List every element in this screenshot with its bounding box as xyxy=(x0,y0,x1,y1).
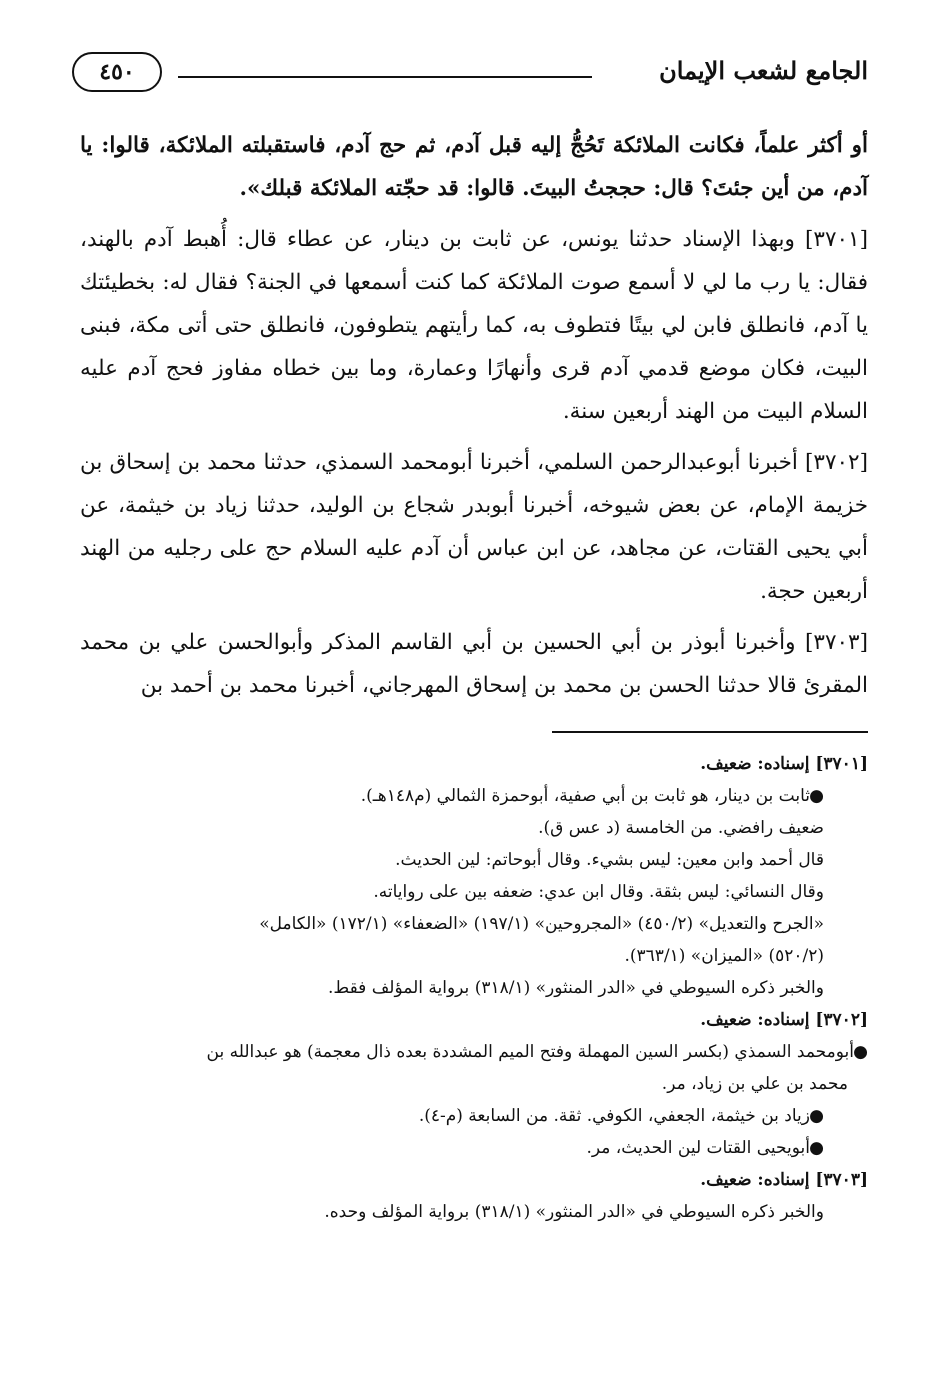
bullet-icon: ● xyxy=(853,1042,868,1062)
footnote-heading: [٣٧٠٣] إسناده: ضعيف. xyxy=(700,1170,868,1190)
header-rule xyxy=(178,76,592,78)
footnote-line: قال أحمد وابن معين: ليس بشيء. وقال أبوحاتم: لين الحديث. xyxy=(395,850,824,870)
hadith-number: [٣٧٠٣] xyxy=(805,630,868,655)
page-header xyxy=(72,52,868,100)
opening-line-2: يا آدم، من أين جئتَ؟ قال: حججتُ البيتَ. قالوا: قد حجّته الملائكة قبلك». xyxy=(80,133,868,201)
footnote-line: محمد بن علي بن زياد، مر. xyxy=(661,1074,848,1094)
footnote-heading: [٣٧٠١] إسناده: ضعيف. xyxy=(700,754,868,774)
footnote-text: زياد بن خيثمة، الجعفي، الكوفي. ثقة. من السابعة (م-٤). xyxy=(418,1106,810,1126)
main-text xyxy=(80,124,868,715)
footnote-text: ثابت بن دينار، هو ثابت بن أبي صفية، أبوحمزة الثمالي (م١٤٨هـ). xyxy=(360,786,810,806)
footnotes xyxy=(80,748,868,1228)
page-number: ٤٥٠ xyxy=(72,52,162,92)
bullet-icon: ● xyxy=(809,1138,824,1158)
hadith-3701 xyxy=(80,218,868,433)
hadith-3703 xyxy=(80,621,868,707)
footnote-line xyxy=(80,1100,868,1132)
footnote-line: والخبر ذكره السيوطي في «الدر المنثور» (٣١٨/١) برواية المؤلف فقط. xyxy=(328,978,824,998)
footnote-line: والخبر ذكره السيوطي في «الدر المنثور» (٣١٨/١) برواية المؤلف وحده. xyxy=(324,1202,824,1222)
footnote-line: (٥٢٠/٢) «الميزان» (٣٦٣/١). xyxy=(624,946,824,966)
footnote-line: «الجرح والتعديل» (٤٥٠/٢) «المجروحين» (١٩٧/١) «الضعفاء» (١٧٢/١) «الكامل» xyxy=(259,914,824,934)
hadith-text: وأخبرنا أبوذر بن أبي الحسين بن أبي القاسم المذكر وأبوالحسن علي بن محمد المقرئ قالا حدثنا الحسن بن محمد بن إسحاق المهرجاني، أخبرنا محمد بن أحمد بن xyxy=(80,630,868,698)
footnote-line xyxy=(80,780,868,812)
hadith-text: وبهذا الإسناد حدثنا يونس، عن ثابت بن دينار، عن عطاء قال: أُهبط آدم بالهند، فقال: يا رب ما لي لا أسمع صوت الملائكة كما كنت أسمعها في الجنة؟ فقال له: بخطيئتك يا آدم، فانطلق فابن لي بيتًا فتطوف به، كما رأيتهم يتطوفون، فانطلق حتى أتى مكة، فبنى البيت، فكان موضع قدمي آدم قرى وأنهارًا وعمارة، وما بين خطاه مفاوز فحج آدم عليه السلام البيت من الهند أربعين سنة. xyxy=(80,227,868,424)
footnote-heading: [٣٧٠٢] إسناده: ضعيف. xyxy=(700,1010,868,1030)
hadith-3702 xyxy=(80,441,868,613)
footnote-line xyxy=(80,1132,868,1164)
footnote-line: ضعيف رافضي. من الخامسة (د عس ق). xyxy=(538,818,824,838)
footnote-line: وقال النسائي: ليس بثقة. وقال ابن عدي: ضعفه بين على رواياته. xyxy=(373,882,824,902)
opening-line-1: أو أكثر علماً، فكانت الملائكة تَحُجُّ إليه قبل آدم، ثم حج آدم، فاستقبلته الملائكة، قالوا: xyxy=(101,133,868,158)
bullet-icon: ● xyxy=(809,786,824,806)
footnote-text: أبومحمد السمذي (بكسر السين المهملة وفتح الميم المشددة بعده ذال معجمة) هو عبدالله بن xyxy=(206,1042,854,1062)
hadith-text: أخبرنا أبوعبدالرحمن السلمي، أخبرنا أبومحمد السمذي، حدثنا محمد بن إسحاق بن خزيمة الإمام، عن بعض شيوخه، أخبرنا أبوبدر شجاع بن الوليد، حدثنا زياد بن خيثمة، عن أبي يحيى القتات، عن مجاهد، عن ابن عباس أن آدم عليه السلام حج على رجليه من الهند أربعين حجة. xyxy=(80,450,868,604)
opening-paragraph xyxy=(80,124,868,210)
footnote-divider xyxy=(552,731,868,733)
bullet-icon: ● xyxy=(809,1106,824,1126)
running-title: الجامع لشعب الإيمان xyxy=(659,56,868,85)
hadith-number: [٣٧٠٢] xyxy=(805,450,868,475)
hadith-number: [٣٧٠١] xyxy=(805,227,868,252)
footnote-line xyxy=(80,1036,868,1068)
footnote-text: أبويحيى القتات لين الحديث، مر. xyxy=(586,1138,810,1158)
